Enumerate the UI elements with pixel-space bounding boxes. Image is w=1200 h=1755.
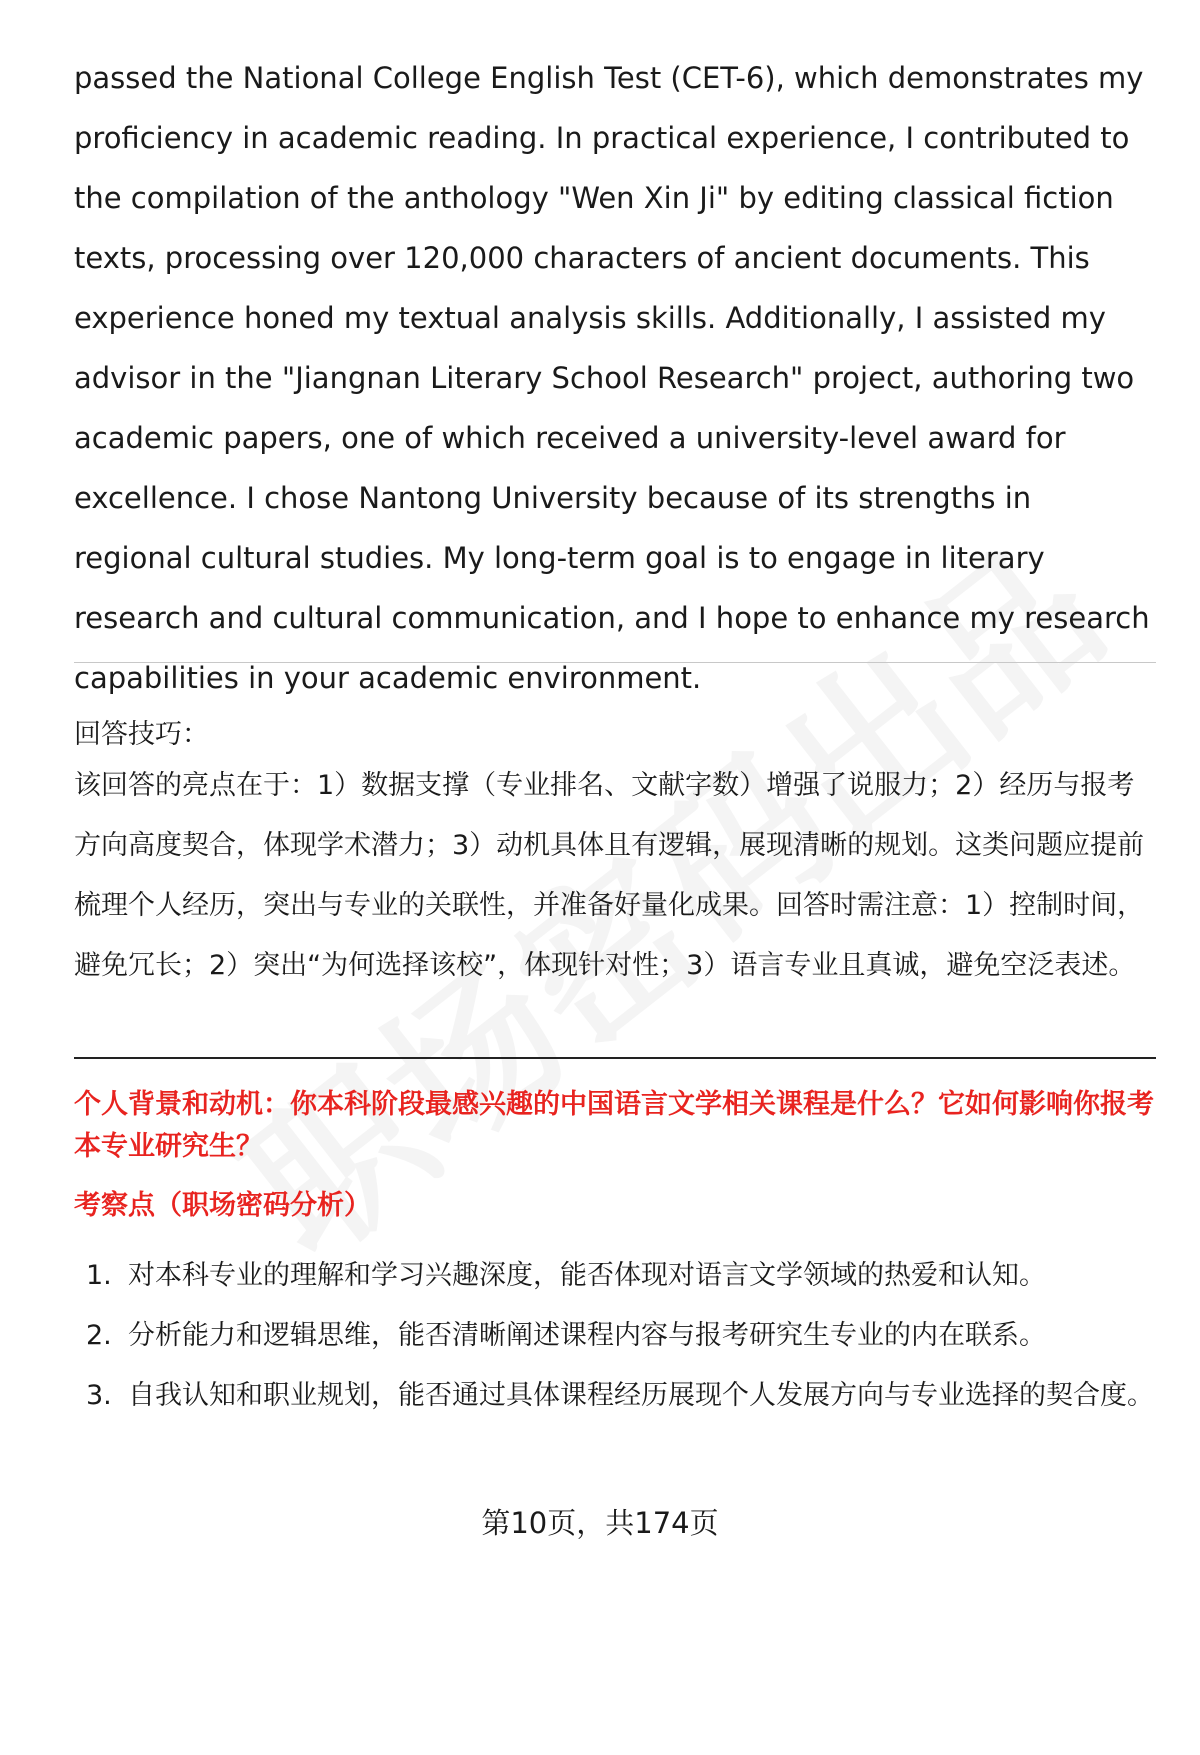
divider-thick xyxy=(74,1057,1156,1059)
answer-paragraph: passed the National College English Test (CET-6), which demonstrates my proficiency in academic reading. In practical experience, I contributed to the compilation of the anthology "Wen Xin Ji" by editing classical fiction texts, processing over 120,000 characters of ancient documents. This experience honed my textual analysis skills. Additionally, I assisted my advisor in the "Jiangnan Literary School Research" project, authoring two academic papers, one of which received a university-level award for excellence. I chose Nantong University because of its strengths in regional cultural studies. My long-term goal is to engage in literary research and cultural communication, and I hope to enhance my research capabilities in your academic environment. xyxy=(74,61,1150,695)
tips-body: 该回答的亮点在于：1）数据支撑（专业排名、文献字数）增强了说服力；2）经历与报考方向高度契合，体现学术潜力；3）动机具体且有逻辑，展现清晰的规划。这类问题应提前梳理个人经历，突出与专业的关联性，并准备好量化成果。回答时需注意：1）控制时间，避免冗长；2）突出“为何选择该校”，体现针对性；3）语言专业且真诚，避免空泛表述。 xyxy=(74,770,1145,981)
answer-section xyxy=(74,48,1156,708)
list-item xyxy=(74,1366,1156,1426)
tips-title: 回答技巧： xyxy=(74,719,209,750)
list-text: 自我认知和职业规划，能否通过具体课程经历展现个人发展方向与专业选择的契合度。 xyxy=(128,1380,1154,1411)
list-text: 分析能力和逻辑思维，能否清晰阐述课程内容与报考研究生专业的内在联系。 xyxy=(128,1320,1046,1351)
page-footer: 第10页，共174页 xyxy=(481,1506,719,1540)
question-heading: 个人背景和动机：你本科阶段最感兴趣的中国语言文学相关课程是什么？它如何影响你报考本专业研究生？ xyxy=(74,1089,1154,1162)
subheading: 考察点（职场密码分析） xyxy=(74,1190,371,1221)
list-number: 1. xyxy=(86,1260,112,1291)
list-number: 2. xyxy=(86,1320,112,1351)
list-text: 对本科专业的理解和学习兴趣深度，能否体现对语言文学领域的热爱和认知。 xyxy=(128,1260,1046,1291)
list-item xyxy=(74,1306,1156,1366)
divider-thin xyxy=(74,662,1156,663)
list-item xyxy=(74,1246,1156,1306)
list-number: 3. xyxy=(86,1380,112,1411)
points-list xyxy=(74,1246,1156,1426)
